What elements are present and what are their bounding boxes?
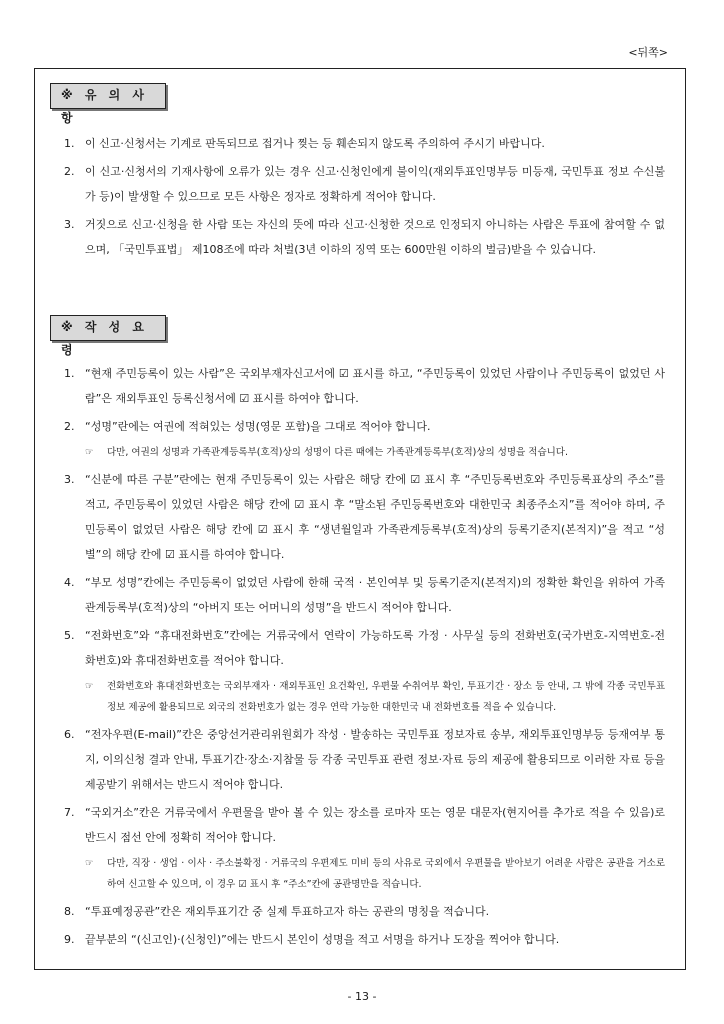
cautions-list: [35, 131, 685, 265]
page-number: - 13 -: [347, 990, 377, 1003]
notice-frame: [34, 68, 686, 970]
guide-item: [35, 361, 685, 411]
item-number: 4.: [64, 576, 75, 589]
guide-item: [35, 899, 685, 924]
guide-item: [35, 927, 685, 952]
item-number: 3.: [64, 218, 75, 231]
item-number: 1.: [64, 137, 75, 150]
item-number: 3.: [64, 473, 75, 486]
guide-item: [35, 467, 685, 567]
pointing-hand-icon: ☞: [85, 681, 94, 692]
item-text: “성명”란에는 여권에 적혀있는 성명(영문 포함)을 그대로 적어야 합니다.: [85, 420, 431, 433]
guide-item: [35, 414, 685, 439]
item-text: “부모 성명”칸에는 주민등록이 없었던 사람에 한해 국적 · 본인여부 및 등록기준지(본적지)의 정확한 확인을 위하여 가족관계등록부(호적)상의 “아버지 또는 어머니의 성명”을 반드시 적어야 합니다.: [85, 576, 665, 614]
note-text: 다만, 여권의 성명과 가족관계등록부(호적)상의 성명이 다른 때에는 가족관계등록부(호적)상의 성명을 적습니다.: [107, 447, 569, 458]
guide-item: [35, 570, 685, 620]
pointing-hand-icon: ☞: [85, 447, 94, 458]
guide-item: [35, 800, 685, 850]
item-text: 거짓으로 신고·신청을 한 사람 또는 자신의 뜻에 따라 신고·신청한 것으로 인정되지 아니하는 사람은 투표에 참여할 수 없으며, 「국민투표법」 제108조에 따라 처벌(3년 이하의 징역 또는 600만원 이하의 벌금)받을 수 있습니다.: [85, 218, 665, 256]
item-number: 1.: [64, 367, 75, 380]
caution-item: [35, 131, 685, 156]
guide-list: [35, 361, 685, 955]
item-text: “현재 주민등록이 있는 사람”은 국외부재자신고서에 ☑ 표시를 하고, “주민등록이 있었던 사람이나 주민등록이 없었던 사람”은 재외투표인 등록신청서에 ☑ 표시를 하여야 합니다.: [85, 367, 665, 405]
back-page-note: <뒤쪽>: [628, 46, 668, 59]
item-text: “전화번호”와 “휴대전화번호”칸에는 거류국에서 연락이 가능하도록 가정 · 사무실 등의 전화번호(국가번호-지역번호-전화번호)와 휴대전화번호를 적어야 합니다.: [85, 629, 665, 667]
guide-note: [35, 676, 685, 718]
item-text: 끝부분의 “(신고인)·(신청인)”에는 반드시 본인이 성명을 적고 서명을 하거나 도장을 찍어야 합니다.: [85, 933, 560, 946]
item-number: 2.: [64, 165, 75, 178]
item-text: 이 신고·신청서의 기재사항에 오류가 있는 경우 신고·신청인에게 불이익(재외투표인명부등 미등재, 국민투표 정보 수신불가 등)이 발생할 수 있으므로 모든 사항은 정자로 정확하게 적어야 합니다.: [85, 165, 665, 203]
item-number: 8.: [64, 905, 75, 918]
item-number: 7.: [64, 806, 75, 819]
item-number: 5.: [64, 629, 75, 642]
guide-item: [35, 623, 685, 673]
item-text: 이 신고·신청서는 기계로 판독되므로 접거나 찢는 등 훼손되지 않도록 주의하여 주시기 바랍니다.: [85, 137, 545, 150]
item-number: 2.: [64, 420, 75, 433]
pointing-hand-icon: ☞: [85, 858, 94, 869]
cautions-title: ※ 유 의 사 항: [50, 83, 166, 109]
item-number: 9.: [64, 933, 75, 946]
caution-item: [35, 212, 685, 262]
item-text: “투표예정공관”칸은 재외투표기간 중 실제 투표하고자 하는 공관의 명칭을 적습니다.: [85, 905, 490, 918]
caution-item: [35, 159, 685, 209]
item-number: 6.: [64, 728, 75, 741]
note-text: 전화번호와 휴대전화번호는 국외부재자 · 재외투표인 요건확인, 우편물 수취여부 확인, 투표기간 · 장소 등 안내, 그 밖에 각종 국민투표정보 제공에 활용되므로 외국의 전화번호가 없는 경우 연락 가능한 대한민국 내 전화번호를 적을 수 있습니다.: [107, 681, 665, 713]
guide-note: [35, 853, 685, 895]
item-text: “전자우편(E-mail)”칸은 중앙선거관리위원회가 작성 · 발송하는 국민투표 정보자료 송부, 재외투표인명부등 등재여부 통지, 이의신청 결과 안내, 투표기간·장소·지참물 등 각종 국민투표 관련 정보·자료 등의 제공에 활용되므로 이러한 자료 등을 제공받기 위해서는 반드시 적어야 합니다.: [85, 728, 665, 791]
item-text: “신분에 따른 구분”란에는 현재 주민등록이 있는 사람은 해당 칸에 ☑ 표시 후 “주민등록번호와 주민등록표상의 주소”를 적고, 주민등록이 있었던 사람은 해당 칸에 ☑ 표시 후 “말소된 주민등록번호와 대한민국 최종주소지”를 적어야 하며, 주민등록이 없었던 사람은 해당 칸에 ☑ 표시 후 “생년월일과 가족관계등록부(호적)상의 등록기준지(본적지)”을 적고 “성별”의 해당 칸에 ☑ 표시를 하여야 합니다.: [85, 473, 665, 561]
item-text: “국외거소”칸은 거류국에서 우편물을 받아 볼 수 있는 장소를 로마자 또는 영문 대문자(현지어를 추가로 적을 수 있음)로 반드시 점선 안에 정확히 적어야 합니다.: [85, 806, 665, 844]
guide-note: [35, 442, 685, 463]
note-text: 다만, 직장 · 생업 · 이사 · 주소불확정 · 거류국의 우편제도 미비 등의 사유로 국외에서 우편물을 받아보기 어려운 사람은 공관을 거소로 하여 신고할 수 있으며, 이 경우 ☑ 표시 후 “주소”칸에 공관명만을 적습니다.: [107, 858, 665, 890]
guide-item: [35, 722, 685, 797]
guide-title: ※ 작 성 요 령: [50, 315, 166, 341]
